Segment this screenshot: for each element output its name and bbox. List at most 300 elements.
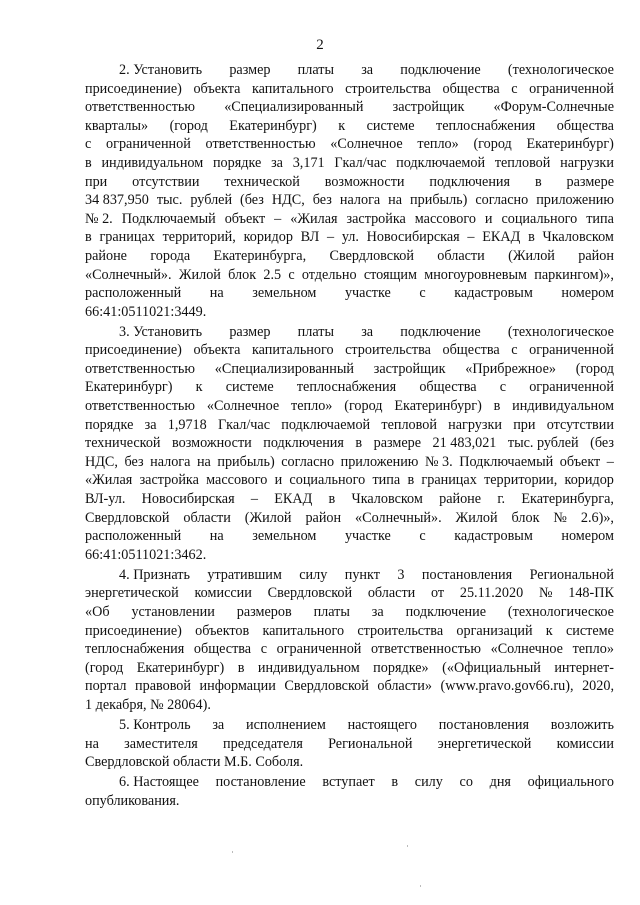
- word: массового: [414, 210, 476, 227]
- word: 3: [397, 566, 405, 583]
- word: системе: [565, 622, 614, 639]
- text-line: [85, 735, 614, 754]
- word: при: [513, 416, 536, 433]
- word: за: [144, 416, 157, 433]
- word: стоящим: [363, 266, 417, 283]
- word: силу: [299, 566, 328, 583]
- word: отсутствии: [132, 173, 200, 190]
- word: Екатеринбурга,: [213, 247, 307, 264]
- text-line: [85, 61, 614, 80]
- word: №: [538, 585, 553, 602]
- word: (город: [169, 117, 208, 134]
- text-line: [85, 677, 614, 696]
- word: в: [493, 398, 501, 415]
- word: застройщик: [392, 99, 465, 116]
- word: установлении: [131, 604, 215, 620]
- word: исполнением: [246, 716, 326, 733]
- paragraph-p5: [85, 716, 614, 772]
- word: ЕКАД: [482, 229, 521, 246]
- word: ответственностью: [205, 136, 316, 153]
- word: возможности: [324, 173, 405, 190]
- text-line: [85, 228, 614, 247]
- text-line: [85, 210, 614, 229]
- word: Гкал/час: [217, 416, 271, 433]
- word: к: [545, 622, 553, 639]
- text-line: [85, 266, 614, 285]
- word: с: [499, 379, 507, 396]
- word: коридор: [564, 472, 614, 489]
- word: Екатеринбург): [136, 659, 225, 676]
- word: в: [534, 173, 542, 190]
- word: номером: [561, 528, 614, 545]
- word: (технологическое: [507, 62, 614, 78]
- word: приложению: [536, 192, 614, 209]
- word: рублей: [190, 192, 233, 209]
- word: «Солнечное: [330, 136, 403, 153]
- word: индивидуальном: [512, 398, 614, 415]
- word: 25.11.2020: [459, 585, 524, 602]
- word: платы: [297, 62, 335, 78]
- word: ограниченной: [529, 80, 614, 97]
- word: Подключаемый: [121, 210, 216, 227]
- word: паркингом)»,: [534, 266, 614, 283]
- text-line: [85, 509, 614, 528]
- word: 21 483,021: [432, 435, 497, 452]
- word: подключаемой: [396, 154, 486, 171]
- word: Екатеринбург): [394, 398, 482, 415]
- word: 1 декабря, № 28064).: [85, 696, 211, 713]
- word: от: [431, 585, 445, 602]
- word: коридор: [243, 229, 293, 246]
- word: области: [183, 509, 231, 526]
- word: тепло»: [291, 398, 333, 415]
- word: «Специализированный: [214, 360, 354, 377]
- word: в: [328, 491, 336, 508]
- word: председателя: [223, 735, 303, 752]
- word: –: [274, 210, 282, 227]
- word: «Прибрежное»: [465, 360, 556, 377]
- word: системе: [225, 379, 274, 396]
- word: Екатеринбург): [526, 136, 614, 153]
- word: с: [288, 266, 295, 283]
- word: ответственностью: [85, 360, 196, 377]
- text-line: [85, 173, 614, 192]
- word: «Солнечный».: [355, 509, 442, 526]
- text-line: [85, 471, 614, 490]
- word: ограниченной: [106, 136, 191, 153]
- word: с: [419, 528, 426, 545]
- word: области: [367, 585, 416, 602]
- text-line: [85, 378, 614, 397]
- text-line: [85, 792, 614, 811]
- word: официального: [527, 774, 614, 791]
- word: Жилой: [455, 509, 498, 526]
- word: области»: [377, 678, 432, 695]
- word: 3. Установить: [119, 323, 203, 340]
- paragraph-p4: [85, 566, 614, 715]
- text-line: [85, 696, 614, 715]
- page-number: 2: [316, 37, 324, 53]
- word: застройка: [139, 472, 199, 489]
- word: тепло»: [417, 136, 459, 153]
- word: районе: [439, 491, 482, 508]
- word: 66:41:0511021:3462.: [85, 546, 207, 563]
- scan-speck: [420, 885, 421, 887]
- word: комиссии: [194, 585, 252, 602]
- text-line: [85, 80, 614, 99]
- word: налога: [339, 192, 381, 209]
- word: 4. Признать: [119, 566, 190, 583]
- word: нагрузки: [560, 154, 614, 171]
- text-line: [85, 716, 614, 735]
- word: застройщик: [373, 360, 446, 377]
- text-line: [85, 303, 614, 322]
- word: размеров: [236, 604, 292, 620]
- word: на: [85, 735, 99, 752]
- word: области: [437, 247, 485, 264]
- word: массового: [206, 472, 268, 489]
- word: ЕКАД: [274, 491, 313, 508]
- word: согласно: [475, 192, 529, 209]
- word: районе: [85, 247, 127, 264]
- word: Жилой: [178, 266, 221, 283]
- word: Подключаемый: [459, 453, 554, 470]
- word: блок: [228, 266, 257, 283]
- paragraph-p3: [85, 323, 614, 565]
- text-line: [85, 434, 614, 453]
- word: Свердловской: [284, 678, 369, 695]
- word: без: [312, 192, 332, 209]
- word: ВЛ-ул.: [85, 491, 126, 508]
- word: Чкаловском: [351, 491, 423, 508]
- word: объектов: [195, 622, 250, 639]
- word: земельном: [252, 285, 317, 302]
- word: –: [326, 229, 335, 246]
- word: г.: [497, 491, 506, 508]
- word: дня: [489, 774, 511, 791]
- word: 2.5: [263, 266, 282, 283]
- document-body: [85, 61, 614, 812]
- word: в: [528, 229, 535, 246]
- word: Екатеринбурга,: [521, 491, 614, 508]
- word: вступает: [322, 774, 375, 791]
- text-line: [85, 341, 614, 360]
- word: утратившим: [207, 566, 282, 583]
- word: тепловой: [494, 154, 551, 171]
- word: системе: [366, 117, 415, 134]
- text-line: [85, 773, 614, 792]
- word: Свердловской: [329, 247, 414, 264]
- word: блок: [511, 509, 540, 526]
- word: ул.: [341, 229, 359, 246]
- word: присоединение): [85, 342, 182, 359]
- word: размере: [373, 435, 422, 452]
- word: согласно: [281, 453, 335, 470]
- word: территории,: [484, 472, 558, 489]
- word: налога: [150, 453, 191, 470]
- word: (технологическое: [507, 604, 614, 620]
- word: территорий,: [162, 229, 236, 246]
- word: за: [361, 323, 374, 340]
- word: прибыль): [217, 453, 275, 470]
- word: «Об: [85, 604, 110, 620]
- word: тыс. рублей: [507, 435, 579, 452]
- word: номером: [561, 285, 614, 302]
- word: общества: [556, 117, 614, 134]
- text-line: [85, 453, 614, 472]
- word: 34 837,950: [85, 192, 149, 209]
- word: Чкаловском: [542, 229, 614, 246]
- text-line: [85, 191, 614, 210]
- word: отдельно: [301, 266, 357, 283]
- word: строительства: [345, 342, 431, 359]
- word: участке: [344, 528, 391, 545]
- word: (город: [344, 398, 383, 415]
- word: социального: [289, 472, 366, 489]
- word: –: [606, 453, 614, 470]
- word: теплоснабжения: [296, 379, 397, 396]
- word: № 2.: [85, 210, 113, 227]
- word: тепло»: [572, 641, 614, 658]
- word: «Жилая: [85, 472, 133, 489]
- word: за: [371, 604, 384, 620]
- word: нагрузки: [448, 416, 502, 433]
- word: Екатеринбург): [85, 379, 173, 396]
- text-line: [85, 546, 614, 565]
- text-line: [85, 416, 614, 435]
- word: теплоснабжения: [436, 117, 536, 134]
- word: Региональной: [328, 735, 413, 752]
- word: капитального: [262, 622, 345, 639]
- word: (без: [240, 192, 264, 209]
- word: застройка: [346, 210, 406, 227]
- word: капитального: [251, 80, 334, 97]
- word: (город: [473, 136, 512, 153]
- word: 2020,: [582, 678, 614, 695]
- word: с: [260, 641, 267, 658]
- word: с: [511, 342, 518, 359]
- word: подключение: [405, 604, 487, 620]
- word: к: [195, 379, 203, 396]
- word: НДС,: [271, 192, 305, 209]
- word: размер: [229, 323, 271, 340]
- text-line: [85, 397, 614, 416]
- word: район: [578, 247, 614, 264]
- word: возложить: [550, 716, 614, 733]
- word: (www.pravo.gov66.ru),: [440, 678, 574, 695]
- word: 6. Настоящее: [119, 774, 199, 791]
- word: Свердловской области М.Б. Соболя.: [85, 754, 304, 771]
- word: ограниченной: [529, 342, 614, 359]
- word: отсутствии: [546, 416, 614, 433]
- word: капитального: [251, 342, 334, 359]
- word: (без: [590, 435, 614, 452]
- word: участке: [344, 285, 391, 302]
- word: общества: [193, 641, 252, 658]
- word: в: [85, 229, 92, 246]
- word: к: [338, 117, 346, 134]
- word: технической: [224, 173, 300, 190]
- word: за: [361, 62, 374, 78]
- word: Новосибирская: [366, 229, 460, 246]
- word: общества: [419, 379, 477, 396]
- word: расположенный: [85, 285, 182, 302]
- word: опубликования.: [85, 792, 180, 809]
- paragraph-p6: [85, 773, 614, 810]
- word: «Солнечный».: [85, 266, 172, 283]
- word: ответственностью: [85, 99, 196, 116]
- word: индивидуальном: [257, 659, 360, 676]
- word: информации: [199, 678, 276, 695]
- text-line: [85, 584, 614, 603]
- word: платы: [297, 323, 335, 340]
- word: кадастровым: [454, 528, 533, 545]
- word: с: [85, 136, 92, 153]
- word: пункт: [344, 566, 380, 583]
- word: Региональной: [529, 566, 614, 583]
- word: Новосибирская: [141, 491, 235, 508]
- text-line: [85, 154, 614, 173]
- word: 1,9718: [167, 416, 207, 433]
- word: порядке: [212, 154, 262, 171]
- text-line: [85, 490, 614, 509]
- word: на: [209, 528, 224, 545]
- word: теплоснабжения: [85, 641, 185, 658]
- word: на: [209, 285, 224, 302]
- word: типа: [372, 472, 401, 489]
- word: «Специализированный: [224, 99, 364, 116]
- word: 3,171: [292, 154, 325, 171]
- word: ВЛ: [300, 229, 320, 246]
- word: интернет-: [554, 659, 614, 676]
- text-line: [85, 117, 614, 136]
- word: города: [150, 247, 191, 264]
- word: подключаемой: [281, 416, 371, 433]
- word: постановление: [215, 774, 306, 791]
- word: ответственностью: [85, 398, 196, 415]
- word: размер: [229, 62, 271, 78]
- word: подключения: [263, 435, 344, 452]
- word: тыс.: [156, 192, 183, 209]
- word: Екатеринбург): [229, 117, 317, 134]
- word: 148-ПК: [568, 585, 614, 602]
- word: технической: [85, 435, 161, 452]
- text-line: [85, 527, 614, 546]
- word: («Официальный: [442, 659, 541, 676]
- word: размере: [566, 173, 614, 190]
- word: заместителя: [124, 735, 198, 752]
- word: Свердловской: [267, 585, 353, 602]
- word: без: [124, 453, 144, 470]
- word: с: [419, 285, 426, 302]
- word: подключение: [400, 323, 481, 340]
- text-line: [85, 98, 614, 117]
- word: –: [467, 229, 475, 246]
- word: энергетической: [437, 735, 532, 752]
- scan-speck: [232, 851, 233, 853]
- word: силу: [414, 774, 443, 791]
- paragraph-p2: [85, 61, 614, 321]
- word: –: [250, 491, 258, 508]
- word: район: [305, 509, 342, 526]
- word: ограниченной: [276, 641, 362, 658]
- word: границах: [99, 229, 155, 246]
- word: порядке: [85, 416, 134, 433]
- text-line: [85, 640, 614, 659]
- word: индивидуальном: [101, 154, 204, 171]
- word: 5. Контроль: [119, 716, 191, 733]
- word: с: [511, 80, 518, 97]
- word: расположенный: [85, 528, 182, 545]
- word: 2.6)»,: [580, 509, 614, 526]
- word: 66:41:0511021:3449.: [85, 303, 207, 320]
- word: НДС,: [85, 453, 118, 470]
- word: объекта: [193, 80, 241, 97]
- word: (город: [85, 659, 124, 676]
- text-line: [85, 135, 614, 154]
- word: многоуровневым: [424, 266, 527, 283]
- word: объект: [559, 453, 601, 470]
- word: в: [355, 435, 363, 452]
- word: социального: [501, 210, 578, 227]
- word: №: [553, 509, 567, 526]
- word: на: [388, 192, 403, 209]
- word: Свердловской: [85, 509, 170, 526]
- word: общества: [442, 342, 500, 359]
- word: кварталы»: [85, 117, 149, 134]
- word: (Жилой: [244, 509, 292, 526]
- word: в: [391, 774, 399, 791]
- word: в: [237, 659, 245, 676]
- scan-speck: [407, 845, 408, 847]
- word: приложению: [340, 453, 419, 470]
- word: Гкал/час: [334, 154, 387, 171]
- word: кадастровым: [454, 285, 533, 302]
- word: за: [212, 716, 225, 733]
- text-line: [85, 323, 614, 342]
- text-line: [85, 603, 614, 622]
- word: общества: [442, 80, 500, 97]
- word: энергетической: [85, 585, 179, 602]
- word: «Жилая: [290, 210, 338, 227]
- word: строительства: [357, 622, 444, 639]
- word: при: [85, 173, 108, 190]
- word: присоединение): [85, 80, 182, 97]
- word: постановления: [421, 566, 513, 583]
- text-line: [85, 284, 614, 303]
- word: № 3.: [424, 453, 453, 470]
- word: и: [274, 472, 283, 489]
- word: правовой: [135, 678, 191, 695]
- word: прибыль): [410, 192, 468, 209]
- word: ограниченной: [529, 379, 614, 396]
- word: на: [196, 453, 211, 470]
- word: границах: [421, 472, 477, 489]
- word: платы: [313, 604, 350, 620]
- word: «Солнечное: [490, 641, 563, 658]
- word: присоединение): [85, 622, 182, 639]
- word: тепловой: [381, 416, 437, 433]
- text-line: [85, 753, 614, 772]
- word: в: [407, 472, 415, 489]
- text-line: [85, 622, 614, 641]
- word: порядке»: [373, 659, 429, 676]
- word: портал: [85, 678, 127, 695]
- word: возможности: [172, 435, 252, 452]
- word: комиссии: [556, 735, 614, 752]
- word: 2. Установить: [119, 62, 203, 78]
- word: организаций: [456, 622, 533, 639]
